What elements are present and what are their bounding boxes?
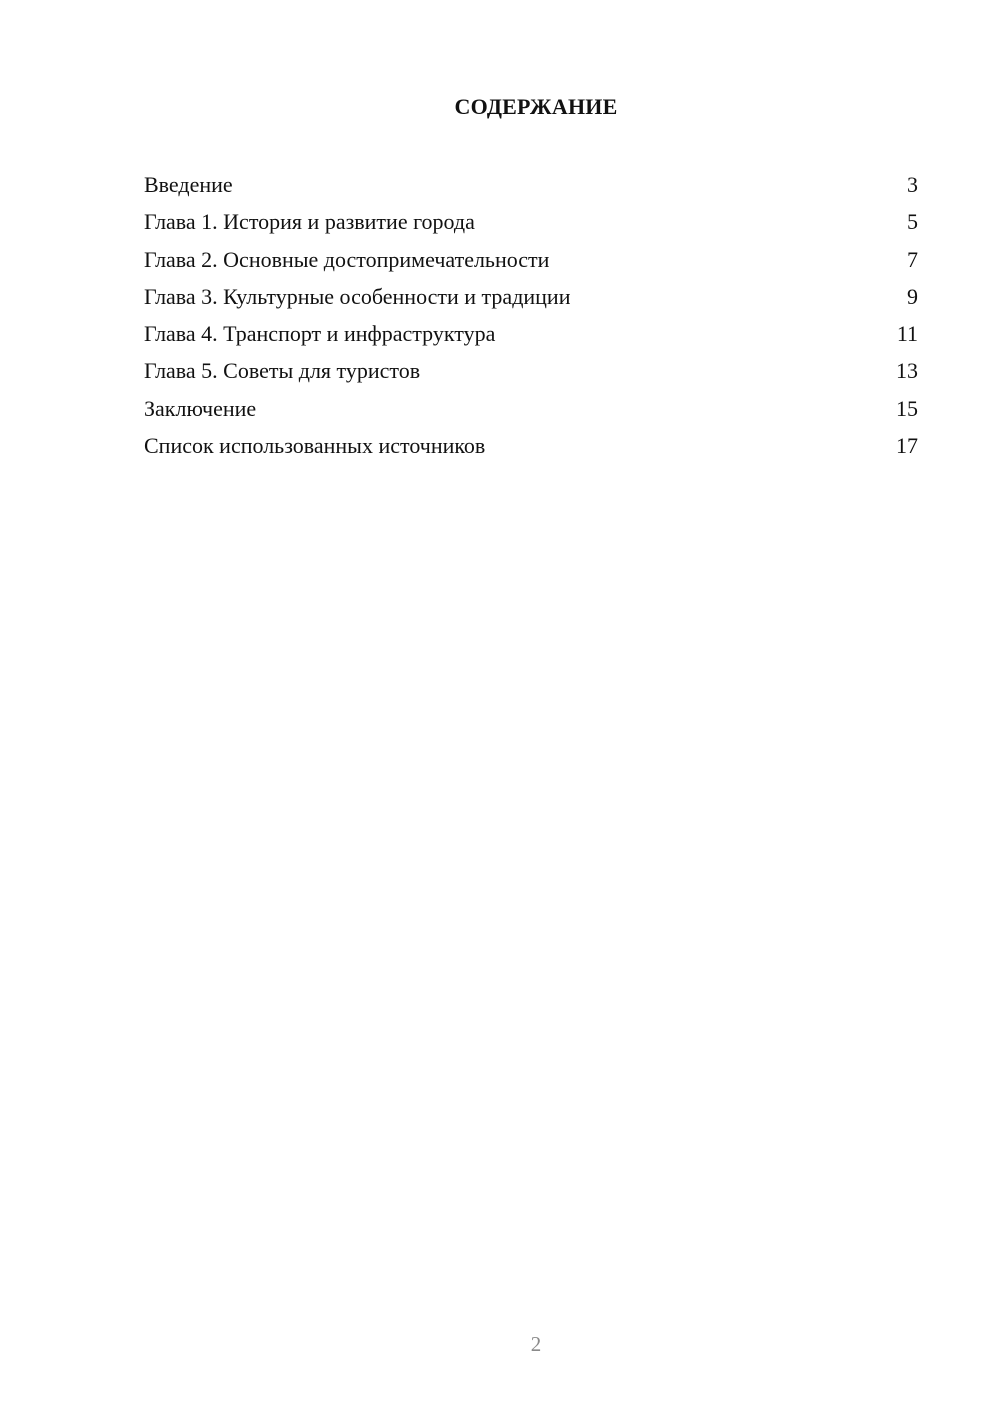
toc-item-chapter-3 (144, 280, 918, 317)
toc-item-chapter-2 (144, 243, 918, 280)
toc-item-label: Заключение (144, 395, 257, 421)
toc-item-page: 13 (896, 358, 918, 384)
toc-item-page: 5 (907, 209, 918, 235)
toc-item-introduction (144, 168, 918, 205)
toc-item-page: 3 (907, 172, 918, 197)
toc-item-label: Введение (144, 172, 233, 197)
toc-item-references (144, 429, 918, 466)
toc-item-page: 7 (907, 246, 918, 272)
toc-item-conclusion (144, 392, 918, 429)
page-number: 2 (530, 1332, 542, 1356)
toc-item-chapter-5 (144, 354, 918, 391)
toc-item-label: Глава 5. Советы для туристов (144, 358, 421, 384)
page-title: СОДЕРЖАНИЕ (454, 94, 618, 119)
toc-item-page: 11 (896, 321, 918, 347)
toc-item-label: Глава 2. Основные достопримечательности (144, 246, 550, 272)
toc-item-page: 17 (896, 433, 918, 459)
toc-item-page: 9 (907, 283, 918, 309)
toc-item-label: Список использованных источников (144, 433, 486, 459)
table-of-contents (144, 168, 918, 466)
toc-item-chapter-4 (144, 317, 918, 354)
toc-item-page: 15 (896, 395, 918, 421)
toc-item-label: Глава 4. Транспорт и инфраструктура (144, 321, 496, 347)
toc-item-chapter-1 (144, 205, 918, 242)
toc-item-label: Глава 3. Культурные особенности и традиции (144, 283, 571, 309)
toc-item-label: Глава 1. История и развитие города (144, 209, 475, 235)
